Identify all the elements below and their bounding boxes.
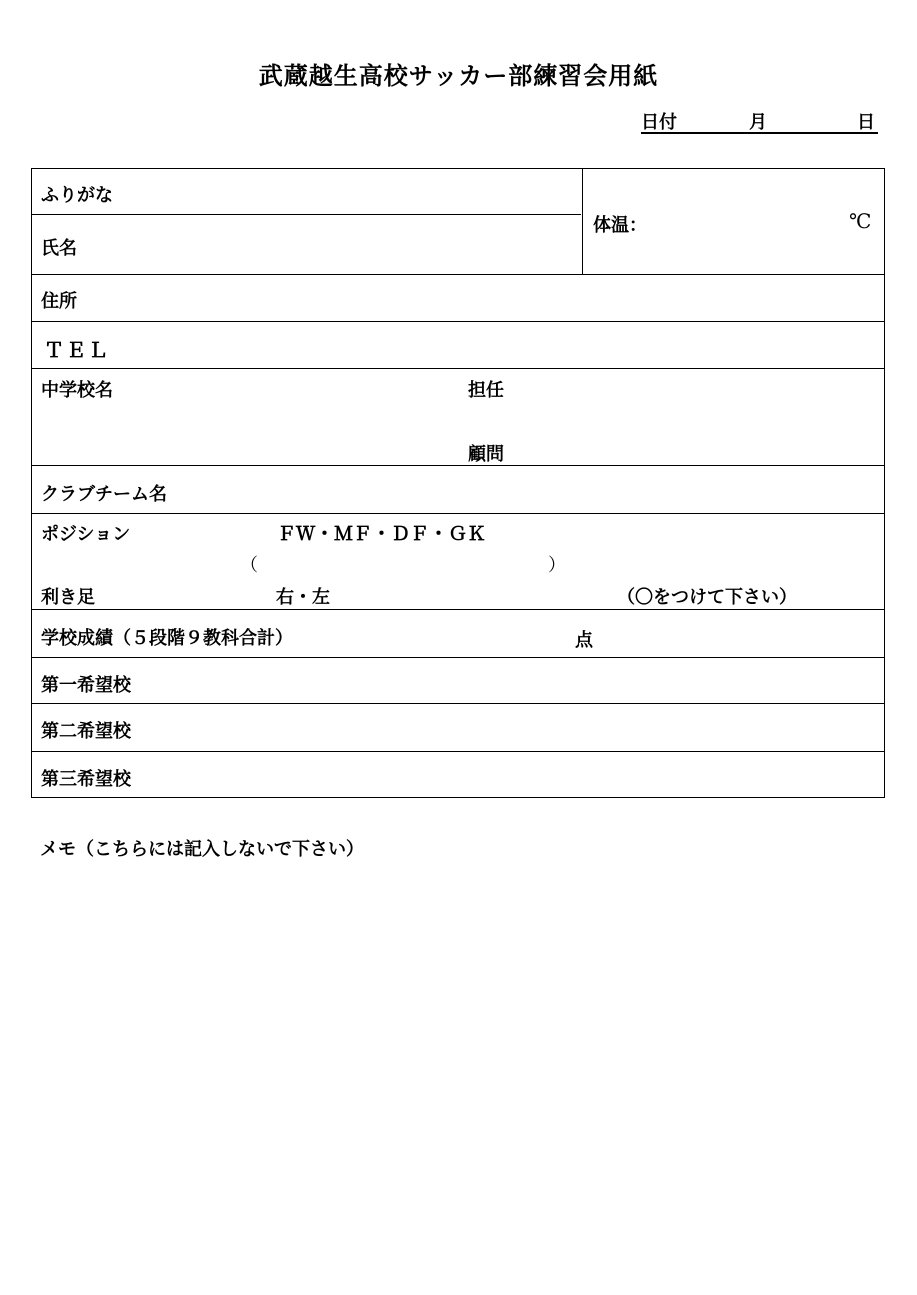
temperature-label[interactable]: 体温： (593, 215, 647, 236)
divider (582, 169, 583, 274)
page-title: 武蔵越生高校サッカー部練習会用紙 (258, 62, 659, 90)
divider (32, 465, 884, 466)
divider (32, 751, 884, 752)
third-choice-school-label[interactable]: 第三希望校 (41, 769, 131, 790)
date-day-label: 日 (857, 112, 875, 133)
first-choice-school-label[interactable]: 第一希望校 (41, 675, 131, 696)
tel-label[interactable]: ＴＥＬ (44, 338, 110, 362)
position-options[interactable]: ＦＷ・ＭＦ・ＤＦ・ＧＫ (277, 523, 487, 545)
divider (32, 274, 884, 275)
date-field[interactable] (641, 108, 878, 134)
position-label: ポジション (41, 524, 131, 545)
application-form (31, 168, 885, 798)
foot-options[interactable]: 右・左 (276, 587, 330, 608)
points-unit: 点 (575, 630, 593, 651)
divider (32, 703, 884, 704)
celsius-unit: ℃ (849, 209, 872, 233)
divider (32, 368, 884, 369)
homeroom-teacher-label[interactable]: 担任 (468, 380, 504, 401)
divider (32, 214, 581, 215)
second-choice-school-label[interactable]: 第二希望校 (41, 721, 131, 742)
junior-high-label[interactable]: 中学校名 (41, 380, 113, 401)
address-label[interactable]: 住所 (41, 291, 77, 312)
divider (32, 321, 884, 322)
club-team-label[interactable]: クラブチーム名 (41, 484, 167, 505)
dominant-foot-label: 利き足 (41, 587, 95, 608)
date-month-label: 月 (749, 112, 767, 133)
divider (32, 513, 884, 514)
divider (32, 657, 884, 658)
name-label[interactable]: 氏名 (41, 238, 77, 259)
advisor-label[interactable]: 顧問 (468, 444, 504, 465)
circle-instruction: （〇をつけて下さい） (617, 587, 797, 608)
furigana-label[interactable]: ふりがな (41, 185, 113, 206)
date-prefix: 日付 (641, 112, 677, 133)
grades-label[interactable]: 学校成績（５段階９教科合計） (41, 628, 293, 649)
paren-open: （ (240, 555, 258, 576)
divider (32, 609, 884, 610)
memo-label: メモ（こちらには記入しないで下さい） (40, 839, 364, 860)
paren-close: ） (548, 555, 566, 576)
